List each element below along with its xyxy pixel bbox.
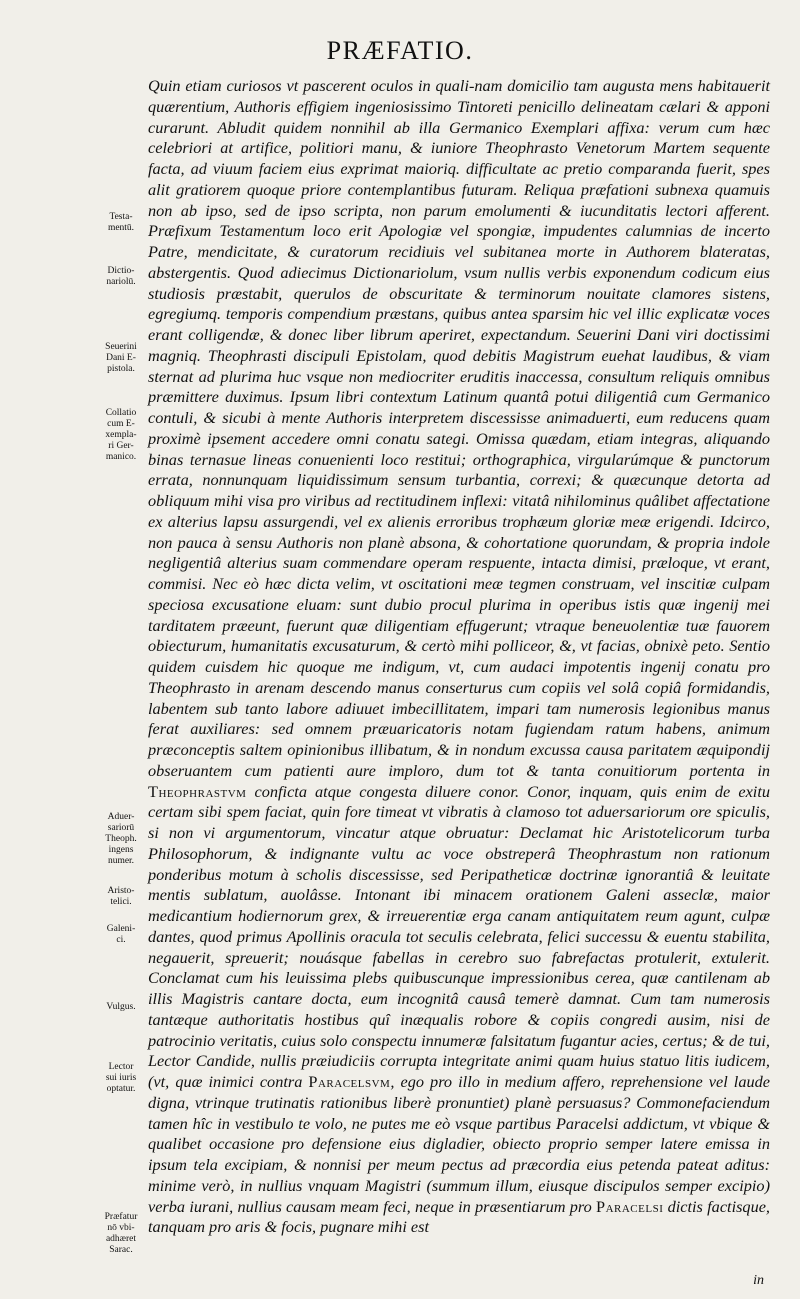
marginal-note: Lector sui iuris optatur.	[105, 1062, 137, 1094]
marginal-note: Seuerini Dani E- pistola.	[105, 342, 137, 374]
marginal-note: Aduer- sariorū Theoph. ingens numer.	[105, 812, 137, 866]
name-paracelsi: Paracelsi	[596, 1196, 664, 1216]
marginal-note: Vulgus.	[106, 1002, 136, 1012]
body-text	[148, 76, 770, 1279]
name-theophrastum: Theophrastvm	[148, 781, 247, 801]
text-segment: dictis factisque, tanquam pro aris & focis, pugnare mihi est	[148, 1196, 771, 1237]
name-paracelsum: Paracelsvm	[308, 1072, 391, 1091]
text-segment: Quin etiam curiosos vt pascerent oculos in quali-nam domicilio tam augusta mens habitauerit quærentium, Authoris effigiem ingeniosissimo Tintoreti penicillo delineatam cælari & apponi curarunt. Abludit quidem nonnihil ab illa Germanico Exemplari affixa: verum cum hæc celebriori at artifice, politiori manu, & iuniore Theophrasto Venetorum Martem sequente facta, ad viuum faciem eius exprimat maioriq. difficultate ac pretio comparanda fuerit, spes alit gratiorem quoque priore contemplantibus futuram. Reliqua præfationi subnexa quamuis non ab ipso, sed de ipso scripta, non parum emolumenti & iucunditatis lectori afferent. Præfixum Testamentum loco erit Apologiæ vel spongiæ, impudentes calumnias de incerto Patre, mendicitate, & curatorum recidiuis vel subitanea morte in Authorem blateratas, abstergentis. Quod adiecimus Dictionariolum, vsum nullis verbis exponendum codicum eius studiosis præstabit, querulos de obscuritate & terminorum nouitate clamores sistens, egregiumq. temporis compendium præstans, quibus antea sparsim hic vel illic explicatæ voces erant colligendæ, & donec liber librum aperiret, expectandum. Seuerini Dani viri doctissimi magniq. Theophrasti discipuli Epistolam, quod debitis Magistrum euehat laudibus, & viam sternat ad plurima huc vsque non mediocriter eruditis inaccessa, consultum reliquis omnibus præmittere duximus. Ipsum libri contextum Latinum quantâ potui diligentiâ cum Germanico contuli, & sicubi à mente Authoris interpretem discessisse animaduerti, eum reducens quam proximè ipsement accedere omni conatu sategi. Omissa quædam, etiam integras, aliquando binas ternasue lineas conuenienti loco restitui; orthographica, virgularúmque & punctorum errata, nonnunquam liquidissimum sensum turbantia, correxi; & quæcunque detorta ad obliquum mihi visa pro viribus ad rectitudinem inflexi: vitatâ nihilominus quâlibet affectatione ex alterius lapsu assurgendi, vel ex alienis erroribus trophæum gloriæ meæ erigendi. Idcirco, non pauca à sensu Authoris non planè absona, & cohortatione quorundam, & propria indole negligentiâ alterius suam commendare operam respuente, intacta dimisi, præloque, vt erant, commisi. Nec eò hæc dicta velim, vt oscitationi meæ tegmen construam, vel inscitiæ culpam speciosa excusatione eluam: sunt dubio procul plurima in operibus istis quæ ingenij mei tarditatem præeunt, fuerunt quæ diligentiam effugerunt; vtraque beneuolentiæ tuæ fauorem obiecturum, humanitatis excusaturum, & certò mihi polliceor, &, vt facias, obnixè peto. Sentio quidem cuisdem hic quoque me indigum, vt, cum audaci impotentis ingenij conatu pro Theophrasto in arenam descendo manus conserturus cum copiis vel solâ copiâ formidandis, labentem sub tanto labore adiuuet imbecillitatem, impari tam numerosis legionibus manus ferat auxiliares: sed omnem præuaricatoris notam fugiendam ratum habens, animum præconceptis saltem opinionibus illibatum, & in nondum excussa causa paritatem æquipondij obseruantem cum patienti aure imploro, dum tot & tanta conuitiorum portenta in	[148, 76, 770, 780]
marginal-note: Galeni- ci.	[106, 924, 136, 945]
marginal-note: Præfatur nō vbi- adhæret Sarac.	[104, 1212, 138, 1255]
marginal-note: Dictio- nariolū.	[106, 266, 136, 287]
marginal-note: Aristo- telici.	[107, 886, 135, 907]
marginal-note: Collatio cum E- xempla- ri Ger- manico.	[105, 408, 137, 462]
catchword: in	[753, 1273, 764, 1288]
main-paragraph	[148, 76, 770, 1238]
marginal-note: Testa- mentū.	[107, 212, 135, 233]
running-head: PRÆFATIO.	[326, 36, 474, 65]
text-segment: , ego pro illo in medium affero, reprehensione vel laude digna, vtrinque trutinatis rationibus liberè pronuntiet) planè persuasus? Commonefaciendum tamen hîc in vestibulo te volo, ne putes me eò vsque partibus Paracelsi addictum, vt vbique & qualibet occasione pro defensione eius digladier, obiecto proprio semper latere emissa in ipsum tela excipiam, & nonnisi per meum pectus ad præcordia eius petenda pateat aditus: minime verò, in nullius vnquam Magistri (summum illum, eiusque discipulos semper excipio) verba iurani, nullius causam meam feci, neque in præsentiarum pro	[148, 1072, 770, 1216]
text-segment: conficta atque congesta diluere conor. Conor, inquam, quis enim de exitu certam sibi spem faciat, quin fore timeat vt vibratis à clamoso tot aduersariorum ore spiculis, si non vi argumentorum, vincatur atque obruatur: Declamat hic Aristotelicorum turba Philosophorum, & indignante vultu ac voce obstreperâ Theophrastum non rationum ponderibus motum à scholis discessisse, sed Peripatheticæ doctrinæ ignorantiâ & leuitate mentis sublatum, auolâsse. Intonant ibi minacem orationem Galeni asseclæ, maior medicantium hodiernorum grex, & irreuerentiæ erga canam antiquitatem reum agunt, culpæ dantes, quod primus Apollinis oracula tot seculis celebrata, felici successu & euentu stabilita, negauerit, spreuerit; nouásque fabellas in cerebro suo fabrefactas protulerit, extulerit. Conclamat cum his leuissima plebs quibuscunque impressionibus cerea, quæ cantilenam ab illis Magistris cantare docta, eum incognitâ causâ temerè damnat. Cum tam numerosis tantæque authoritatis hostibus quî inæqualis robore & copiis congredi ausim, nisi de patrocinio veritatis, cuius solo conspectu innumeræ falsitatum fugantur acies, certus; & de tui, Lector Candide, nullis præiudiciis corrupta integritate animi quam huius statuo litis iudicem, (vt, quæ inimici contra	[148, 781, 770, 1091]
